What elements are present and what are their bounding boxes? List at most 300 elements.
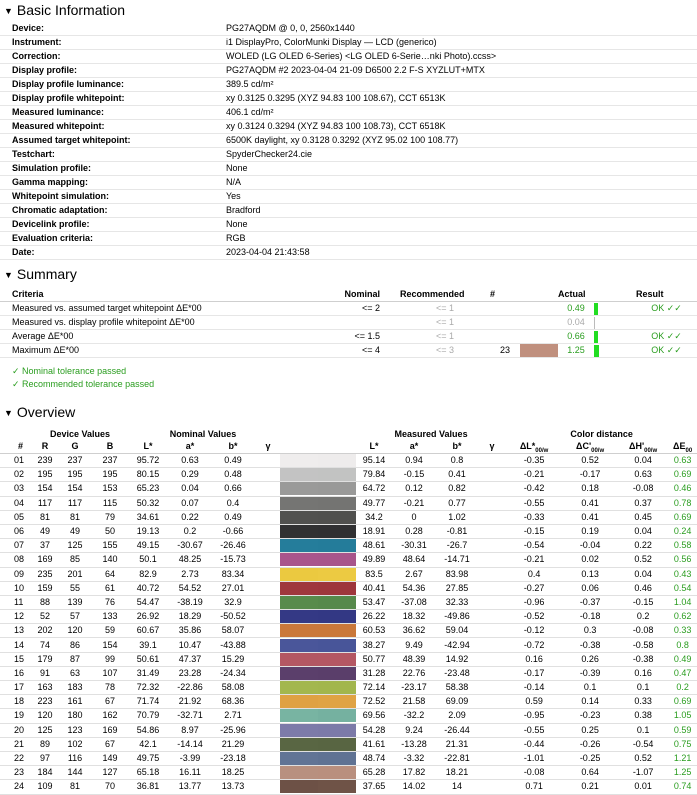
collapse-triangle-icon[interactable]: ▼ <box>4 270 13 280</box>
cell-dH: -0.38 <box>618 652 668 666</box>
cell-dC: 0.26 <box>562 652 618 666</box>
cell-n: 06 <box>0 524 34 538</box>
col-de-label: ΔE <box>673 441 686 451</box>
info-value: 406.1 cd/m² <box>226 106 697 120</box>
cell-B: 78 <box>94 681 126 695</box>
summary-criteria: Measured vs. assumed target whitepoint ΔE*00 <box>0 302 310 316</box>
de-cell <box>668 751 697 765</box>
color-swatch <box>280 539 318 552</box>
color-swatch <box>280 709 318 722</box>
cell-L: 80.15 <box>126 468 170 482</box>
de-cell <box>668 539 697 553</box>
section-header-summary[interactable] <box>4 266 77 284</box>
color-swatch <box>280 766 318 779</box>
cell-dC: 0.02 <box>562 553 618 567</box>
cell-L: 65.18 <box>126 766 170 780</box>
summary-row <box>0 344 697 358</box>
cell-L: 40.72 <box>126 581 170 595</box>
cell-a: 0.07 <box>170 496 210 510</box>
cell-R: 195 <box>34 468 56 482</box>
cell-G: 86 <box>56 638 94 652</box>
cell-dC: 0.18 <box>562 482 618 496</box>
de-cell <box>668 595 697 609</box>
cell-mL: 38.27 <box>356 638 392 652</box>
col-ma-label: a* <box>409 441 419 451</box>
cell-b: 68.36 <box>210 695 256 709</box>
cell-b: 58.08 <box>210 681 256 695</box>
group-nominal-values: Nominal Values <box>169 429 237 439</box>
cell-L: 71.74 <box>126 695 170 709</box>
cell-ma: 9.24 <box>392 723 436 737</box>
section-title-basic: Basic Information <box>16 2 126 18</box>
summary-row <box>0 330 697 344</box>
cell-R: 169 <box>34 553 56 567</box>
measured-swatch <box>318 751 356 765</box>
gamma-cell <box>478 524 506 538</box>
cell-G: 201 <box>56 567 94 581</box>
cell-dC: 0.52 <box>562 454 618 468</box>
cell-R: 52 <box>34 610 56 624</box>
cell-a: 2.73 <box>170 567 210 581</box>
summary-recommended: <= 3 <box>400 344 490 358</box>
cell-n: 21 <box>0 737 34 751</box>
color-swatch <box>318 596 356 609</box>
measured-swatch <box>318 695 356 709</box>
cell-G: 123 <box>56 723 94 737</box>
nominal-swatch <box>280 666 318 680</box>
color-swatch <box>318 539 356 552</box>
cell-dC: 0.13 <box>562 567 618 581</box>
section-header-overview[interactable] <box>4 404 75 422</box>
cell-B: 140 <box>94 553 126 567</box>
col-mgamma-label: γ <box>489 441 495 451</box>
summary-col-nominal: Nominal <box>310 288 400 302</box>
info-key: Instrument: <box>0 36 226 50</box>
info-row <box>0 218 697 232</box>
measured-swatch <box>318 482 356 496</box>
color-swatch <box>280 482 318 495</box>
de-value: 0.8 <box>676 639 689 650</box>
summary-swatch <box>520 316 558 330</box>
info-row <box>0 64 697 78</box>
cell-ma: 0.12 <box>392 482 436 496</box>
info-row <box>0 50 697 64</box>
summary-recommended: <= 1 <box>400 316 490 330</box>
cell-dL: 0.59 <box>506 695 562 709</box>
overview-row <box>0 780 697 794</box>
color-swatch <box>280 724 318 737</box>
de-cell <box>668 624 697 638</box>
cell-n: 18 <box>0 695 34 709</box>
cell-B: 50 <box>94 524 126 538</box>
cell-R: 37 <box>34 539 56 553</box>
color-swatch <box>280 553 318 566</box>
cell-R: 117 <box>34 496 56 510</box>
cell-dL: -0.15 <box>506 524 562 538</box>
col-dc <box>562 440 618 454</box>
cell-mb: -0.81 <box>436 524 478 538</box>
summary-criteria: Average ΔE*00 <box>0 330 310 344</box>
cell-B: 162 <box>94 709 126 723</box>
tolerance-passes <box>12 365 154 391</box>
measured-swatch <box>318 553 356 567</box>
cell-dL: -0.12 <box>506 624 562 638</box>
summary-col-recommended: Recommended <box>400 288 490 302</box>
cell-dH: 0.52 <box>618 751 668 765</box>
cell-b: 0.49 <box>210 510 256 524</box>
col-num <box>0 440 34 454</box>
info-value: PG27AQDM #2 2023-04-04 21-09 D6500 2.2 F-S XYZLUT+MTX <box>226 64 697 78</box>
gamma-cell <box>256 723 280 737</box>
gamma-cell <box>478 709 506 723</box>
summary-num <box>490 330 520 344</box>
de-value: 0.69 <box>673 469 692 480</box>
gamma-cell <box>256 624 280 638</box>
info-key: Chromatic adaptation: <box>0 204 226 218</box>
cell-dC: 0.14 <box>562 695 618 709</box>
col-dc-sub: 00/w <box>591 447 605 454</box>
de-value: 0.75 <box>673 738 692 749</box>
nominal-swatch <box>280 624 318 638</box>
nominal-swatch <box>280 737 318 751</box>
col-de-sub: 00 <box>685 447 693 454</box>
cell-dL: -0.21 <box>506 468 562 482</box>
cell-R: 49 <box>34 524 56 538</box>
cell-n: 19 <box>0 709 34 723</box>
info-value: RGB <box>226 232 697 246</box>
de-cell <box>668 610 697 624</box>
info-key: Devicelink profile: <box>0 218 226 232</box>
cell-mL: 83.5 <box>356 567 392 581</box>
de-value: 0.43 <box>673 568 692 579</box>
info-key: Evaluation criteria: <box>0 232 226 246</box>
gamma-cell <box>256 496 280 510</box>
info-key: Whitepoint simulation: <box>0 190 226 204</box>
gamma-cell <box>478 666 506 680</box>
cell-b: -23.18 <box>210 751 256 765</box>
cell-ma: 18.32 <box>392 610 436 624</box>
color-swatch <box>318 724 356 737</box>
cell-dL: -0.55 <box>506 496 562 510</box>
cell-G: 81 <box>56 510 94 524</box>
summary-col-criteria: Criteria <box>0 288 310 302</box>
measured-swatch <box>318 468 356 482</box>
info-key: Display profile luminance: <box>0 78 226 92</box>
de-cell <box>668 666 697 680</box>
color-swatch <box>318 639 356 652</box>
info-row <box>0 106 697 120</box>
cell-n: 16 <box>0 666 34 680</box>
color-swatch <box>318 497 356 510</box>
gamma-cell <box>256 638 280 652</box>
overview-row <box>0 539 697 553</box>
col-l <box>126 440 170 454</box>
summary-col-num: # <box>490 288 520 302</box>
cell-dC: -0.04 <box>562 539 618 553</box>
color-swatch <box>318 582 356 595</box>
overview-row <box>0 751 697 765</box>
actual-bar <box>594 303 598 315</box>
col-swatch-nominal <box>280 440 318 454</box>
info-row <box>0 78 697 92</box>
overview-row <box>0 766 697 780</box>
cell-ma: 54.36 <box>392 581 436 595</box>
cell-b: -50.52 <box>210 610 256 624</box>
color-swatch <box>280 497 318 510</box>
cell-mb: 69.09 <box>436 695 478 709</box>
cell-n: 11 <box>0 595 34 609</box>
cell-G: 125 <box>56 539 94 553</box>
overview-row <box>0 666 697 680</box>
basic-info-table <box>0 22 697 260</box>
de-value: 1.25 <box>673 767 692 778</box>
info-value: None <box>226 162 697 176</box>
cell-ma: 0.28 <box>392 524 436 538</box>
gamma-cell <box>478 723 506 737</box>
cell-mb: 83.98 <box>436 567 478 581</box>
de-value: 0.47 <box>673 667 692 678</box>
cell-R: 81 <box>34 510 56 524</box>
nominal-swatch <box>280 482 318 496</box>
cell-ma: 48.64 <box>392 553 436 567</box>
cell-dC: -0.23 <box>562 709 618 723</box>
cell-B: 195 <box>94 468 126 482</box>
cell-b: 0.48 <box>210 468 256 482</box>
summary-bar-cell <box>594 316 636 330</box>
gamma-cell <box>478 496 506 510</box>
cell-ma: 0.94 <box>392 454 436 468</box>
info-row <box>0 232 697 246</box>
de-value: 0.56 <box>673 554 692 565</box>
info-row <box>0 190 697 204</box>
cell-dH: 0.16 <box>618 666 668 680</box>
color-swatch <box>318 709 356 722</box>
color-swatch <box>280 624 318 637</box>
gamma-cell <box>256 610 280 624</box>
color-swatch <box>318 766 356 779</box>
cell-mb: 0.82 <box>436 482 478 496</box>
cell-L: 70.79 <box>126 709 170 723</box>
gamma-cell <box>256 751 280 765</box>
cell-ma: -13.28 <box>392 737 436 751</box>
cell-a: 18.29 <box>170 610 210 624</box>
de-cell <box>668 766 697 780</box>
cell-dH: 0.52 <box>618 553 668 567</box>
cell-R: 154 <box>34 482 56 496</box>
cell-dC: -0.26 <box>562 737 618 751</box>
cell-G: 87 <box>56 652 94 666</box>
summary-col-actual: Actual <box>558 288 594 302</box>
col-ml <box>356 440 392 454</box>
nominal-swatch <box>280 581 318 595</box>
cell-b: 83.34 <box>210 567 256 581</box>
overview-row <box>0 610 697 624</box>
cell-mb: 0.41 <box>436 468 478 482</box>
cell-ma: 22.76 <box>392 666 436 680</box>
cell-dH: 0.2 <box>618 610 668 624</box>
cell-dL: -0.96 <box>506 595 562 609</box>
cell-dH: -0.54 <box>618 737 668 751</box>
de-value: 0.49 <box>673 653 692 664</box>
cell-dH: 0.63 <box>618 468 668 482</box>
summary-recommended: <= 1 <box>400 330 490 344</box>
cell-G: 81 <box>56 780 94 794</box>
cell-dH: 0.01 <box>618 780 668 794</box>
nominal-swatch <box>280 595 318 609</box>
cell-dH: 0.04 <box>618 454 668 468</box>
color-swatch <box>280 454 318 467</box>
cell-dL: -0.33 <box>506 510 562 524</box>
cell-mb: 58.38 <box>436 681 478 695</box>
cell-R: 109 <box>34 780 56 794</box>
cell-b: -15.73 <box>210 553 256 567</box>
overview-row <box>0 595 697 609</box>
cell-R: 97 <box>34 751 56 765</box>
col-b-star-label: b* <box>228 441 238 451</box>
col-b-star <box>210 440 256 454</box>
summary-bar-cell <box>594 330 636 344</box>
de-value: 0.63 <box>673 455 692 466</box>
cell-ma: -23.17 <box>392 681 436 695</box>
info-value: xy 0.3124 0.3294 (XYZ 94.83 100 108.73), CCT 6518K <box>226 120 697 134</box>
cell-G: 117 <box>56 496 94 510</box>
cell-mb: 14.92 <box>436 652 478 666</box>
col-mb <box>436 440 478 454</box>
cell-mL: 49.89 <box>356 553 392 567</box>
de-cell <box>668 581 697 595</box>
cell-dH: 0.04 <box>618 567 668 581</box>
section-header-basic[interactable] <box>4 2 125 20</box>
measured-swatch <box>318 567 356 581</box>
col-g-label: G <box>71 441 79 451</box>
cell-mb: -49.86 <box>436 610 478 624</box>
measured-swatch <box>318 723 356 737</box>
cell-b: 32.9 <box>210 595 256 609</box>
col-gamma-label: γ <box>265 441 271 451</box>
cell-dH: -0.58 <box>618 638 668 652</box>
color-swatch <box>318 752 356 765</box>
cell-G: 120 <box>56 624 94 638</box>
color-swatch <box>280 639 318 652</box>
info-key: Simulation profile: <box>0 162 226 176</box>
cell-dL: -0.52 <box>506 610 562 624</box>
gamma-cell <box>478 681 506 695</box>
gamma-cell <box>478 595 506 609</box>
overview-table <box>0 428 697 795</box>
de-cell <box>668 496 697 510</box>
cell-ma: 2.67 <box>392 567 436 581</box>
measured-swatch <box>318 737 356 751</box>
section-title-summary: Summary <box>16 266 77 282</box>
col-dh-sub: 00/w <box>644 447 658 454</box>
color-swatch <box>280 525 318 538</box>
cell-a: 10.47 <box>170 638 210 652</box>
cell-L: 54.86 <box>126 723 170 737</box>
collapse-triangle-icon[interactable]: ▼ <box>4 6 13 16</box>
cell-mL: 53.47 <box>356 595 392 609</box>
cell-a: 16.11 <box>170 766 210 780</box>
cell-b: 2.71 <box>210 709 256 723</box>
cell-n: 17 <box>0 681 34 695</box>
color-swatch <box>280 667 318 680</box>
overview-row <box>0 482 697 496</box>
cell-n: 02 <box>0 468 34 482</box>
de-cell <box>668 709 697 723</box>
summary-col-result: Result <box>636 288 697 302</box>
cell-L: 50.61 <box>126 652 170 666</box>
de-cell <box>668 638 697 652</box>
summary-num: 23 <box>490 344 520 358</box>
collapse-triangle-icon[interactable]: ▼ <box>4 408 13 418</box>
color-swatch <box>280 596 318 609</box>
color-swatch <box>318 667 356 680</box>
cell-mL: 50.77 <box>356 652 392 666</box>
overview-row <box>0 510 697 524</box>
color-swatch <box>318 482 356 495</box>
cell-mL: 65.28 <box>356 766 392 780</box>
cell-mL: 31.28 <box>356 666 392 680</box>
col-dl-sub: 00/w <box>535 447 549 454</box>
nominal-swatch <box>280 638 318 652</box>
de-value: 0.69 <box>673 511 692 522</box>
overview-row <box>0 624 697 638</box>
gamma-cell <box>478 553 506 567</box>
info-value: xy 0.3125 0.3295 (XYZ 94.83 100 108.67), CCT 6513K <box>226 92 697 106</box>
cell-n: 22 <box>0 751 34 765</box>
cell-a: -14.14 <box>170 737 210 751</box>
cell-B: 133 <box>94 610 126 624</box>
summary-result: OK ✓✓ <box>636 302 697 316</box>
cell-mb: 18.21 <box>436 766 478 780</box>
cell-n: 08 <box>0 553 34 567</box>
cell-dH: 0.38 <box>618 709 668 723</box>
cell-L: 26.92 <box>126 610 170 624</box>
cell-n: 03 <box>0 482 34 496</box>
color-swatch <box>318 624 356 637</box>
measured-swatch <box>318 709 356 723</box>
cell-dL: -0.35 <box>506 454 562 468</box>
gamma-cell <box>256 468 280 482</box>
cell-n: 24 <box>0 780 34 794</box>
info-key: Correction: <box>0 50 226 64</box>
gamma-cell <box>478 567 506 581</box>
gamma-cell <box>478 638 506 652</box>
cell-dC: 0.41 <box>562 510 618 524</box>
cell-b: -25.96 <box>210 723 256 737</box>
cell-G: 154 <box>56 482 94 496</box>
summary-num <box>490 316 520 330</box>
nominal-swatch <box>280 766 318 780</box>
col-swatch-measured <box>318 440 356 454</box>
cell-dL: -0.08 <box>506 766 562 780</box>
color-swatch <box>318 695 356 708</box>
cell-n: 20 <box>0 723 34 737</box>
cell-a: -38.19 <box>170 595 210 609</box>
col-b-label: B <box>106 441 114 451</box>
overview-row <box>0 496 697 510</box>
cell-dC: 0.41 <box>562 496 618 510</box>
cell-dH: 0.04 <box>618 524 668 538</box>
info-row <box>0 246 697 260</box>
color-swatch <box>280 681 318 694</box>
cell-mb: 14 <box>436 780 478 794</box>
cell-mL: 60.53 <box>356 624 392 638</box>
cell-B: 237 <box>94 454 126 468</box>
info-row <box>0 134 697 148</box>
de-cell <box>668 737 697 751</box>
cell-dC: -0.38 <box>562 638 618 652</box>
cell-a: 48.25 <box>170 553 210 567</box>
